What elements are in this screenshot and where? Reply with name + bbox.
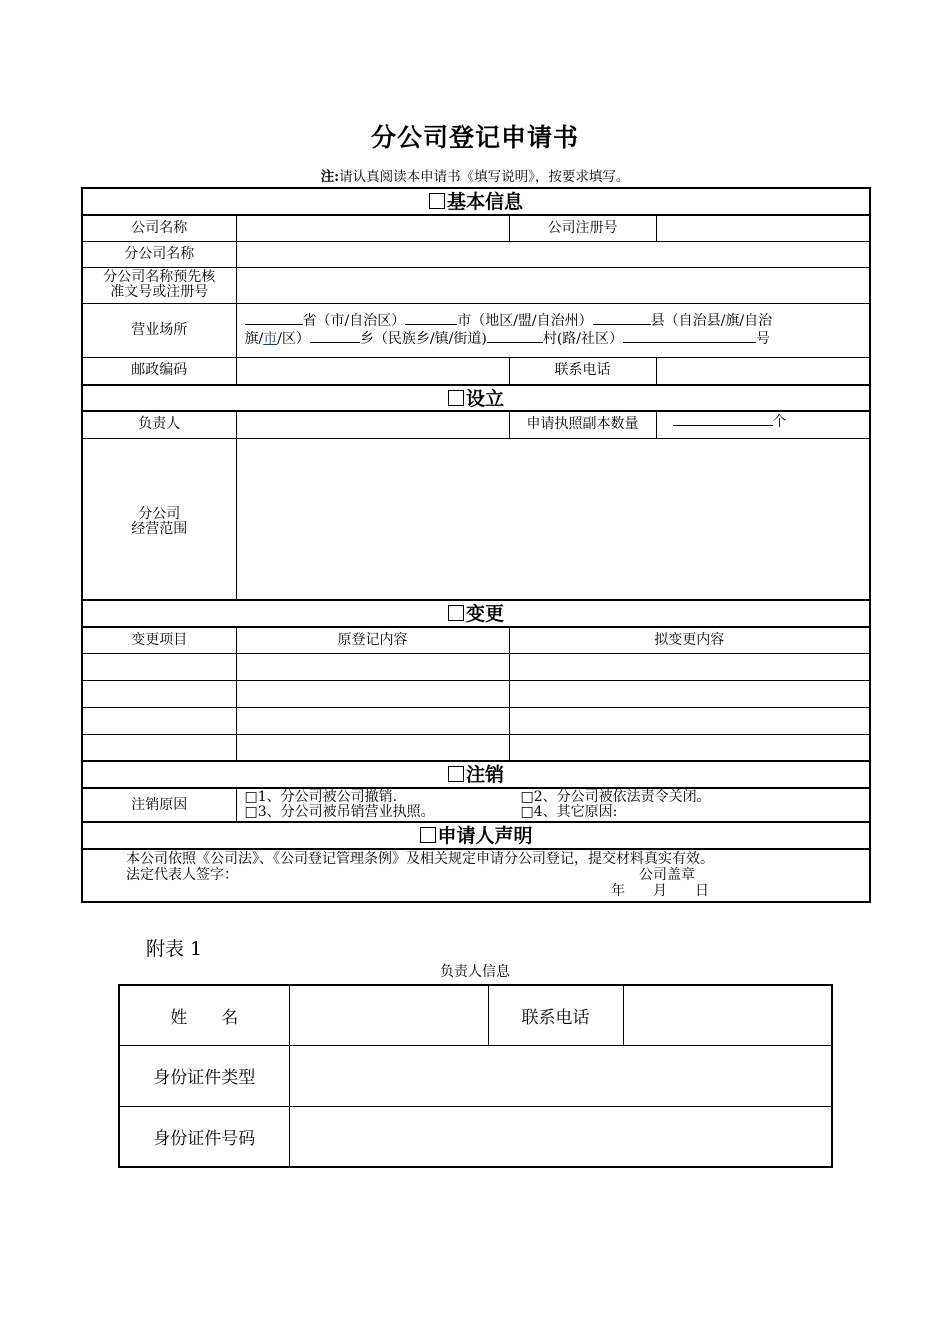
city-blank[interactable]	[405, 312, 457, 325]
address-county: 县（自治县/旗/自治	[650, 313, 773, 329]
appendix-caption: 负责人信息	[440, 964, 510, 980]
branch-name-label: 分公司名称	[82, 241, 236, 267]
section-establish	[82, 385, 870, 411]
id-type-label: 身份证件类型	[119, 1045, 289, 1106]
business-scope-field[interactable]	[236, 438, 870, 600]
id-number-field[interactable]	[289, 1106, 832, 1167]
checkbox-establish[interactable]	[448, 390, 464, 406]
checkbox-basic-info[interactable]	[429, 193, 445, 209]
original-content-cell[interactable]	[236, 680, 509, 707]
name-field[interactable]	[289, 985, 488, 1045]
section-cancel-label: 注销	[466, 764, 505, 786]
proposed-content-cell[interactable]	[509, 707, 870, 734]
business-scope-label	[82, 438, 236, 600]
change-item-header: 变更项目	[82, 627, 236, 653]
phone-field[interactable]	[656, 357, 870, 385]
scope-line2: 经营范围	[131, 520, 188, 537]
section-change-label: 变更	[466, 603, 505, 625]
appendix-phone-label: 联系电话	[488, 985, 623, 1045]
proposed-content-cell[interactable]	[509, 680, 870, 707]
license-copies-label: 申请执照副本数量	[509, 411, 656, 438]
section-cancel	[82, 761, 870, 788]
legal-rep-signature-label: 法定代表人签字：	[126, 867, 238, 883]
proposed-content-cell[interactable]	[509, 653, 870, 680]
address-banner-city-link[interactable]: 市	[263, 331, 278, 347]
pre-approval-line1: 分公司名称预先核	[103, 269, 216, 285]
company-reg-no-label: 公司注册号	[509, 215, 656, 241]
address-number: 号	[756, 331, 771, 347]
proposed-content-cell[interactable]	[509, 734, 870, 761]
cancel-option-3[interactable]: □3、分公司被吊销营业执照。	[244, 804, 435, 820]
table-row	[82, 734, 870, 761]
declaration-date: 年 月 日	[611, 883, 709, 899]
address-township: 乡（民族乡/镇/街道)	[359, 331, 487, 347]
section-declaration	[82, 822, 870, 849]
appendix-phone-field[interactable]	[623, 985, 832, 1045]
id-type-field[interactable]	[289, 1045, 832, 1106]
section-change	[82, 600, 870, 627]
pre-approval-label	[82, 267, 236, 303]
section-establish-label: 设立	[466, 387, 505, 410]
declaration-statement: 本公司依照《公司法》、《公司登记管理条例》及相关规定申请分公司登记，提交材料真实有效。	[126, 851, 714, 867]
county-blank[interactable]	[593, 312, 651, 325]
cancel-reason-options	[236, 788, 870, 822]
appendix-title: 附表 1	[146, 938, 203, 960]
section-basic-info	[82, 188, 870, 215]
cancel-reason-label: 注销原因	[82, 788, 236, 822]
company-name-label: 公司名称	[82, 215, 236, 241]
page-title: 分公司登记申请书	[370, 123, 579, 152]
change-item-cell[interactable]	[82, 653, 236, 680]
proposed-content-header: 拟变更内容	[509, 627, 870, 653]
address-banner: 旗/	[244, 331, 264, 347]
company-reg-no-field[interactable]	[656, 215, 870, 241]
person-in-charge-label: 负责人	[82, 411, 236, 438]
checkbox-cancel[interactable]	[448, 766, 464, 782]
declaration-block	[82, 849, 870, 902]
application-form-table	[81, 187, 871, 903]
original-content-cell[interactable]	[236, 734, 509, 761]
checkbox-change[interactable]	[448, 605, 464, 621]
address-city: 市（地区/盟/自治州）	[457, 313, 593, 329]
company-name-field[interactable]	[236, 215, 509, 241]
village-blank[interactable]	[487, 330, 543, 343]
township-blank[interactable]	[310, 330, 360, 343]
original-content-header: 原登记内容	[236, 627, 509, 653]
cancel-option-2[interactable]: □2、分公司被依法责令关闭。	[520, 789, 711, 805]
table-row	[82, 680, 870, 707]
premises-label: 营业场所	[82, 303, 236, 357]
change-item-cell[interactable]	[82, 734, 236, 761]
premises-address-field[interactable]	[236, 303, 870, 357]
number-blank[interactable]	[623, 330, 756, 343]
checkbox-declaration[interactable]	[420, 827, 436, 843]
id-number-label: 身份证件号码	[119, 1106, 289, 1167]
company-seal-label: 公司盖章	[639, 867, 695, 883]
original-content-cell[interactable]	[236, 707, 509, 734]
note-text: 请认真阅读本申请书《填写说明》，按要求填写。	[339, 169, 630, 185]
copies-blank[interactable]	[673, 413, 773, 426]
pre-approval-field[interactable]	[236, 267, 870, 303]
phone-label: 联系电话	[509, 357, 656, 385]
note-prefix: 注:	[320, 169, 340, 185]
table-row	[82, 653, 870, 680]
name-label: 姓 名	[119, 985, 289, 1045]
address-village: 村(路/社区）	[542, 331, 624, 347]
cancel-option-4[interactable]: □4、其它原因:	[520, 804, 618, 820]
change-item-cell[interactable]	[82, 707, 236, 734]
province-blank[interactable]	[245, 312, 303, 325]
license-copies-field[interactable]	[656, 411, 870, 438]
scope-line1: 分公司	[138, 505, 181, 522]
cancel-option-1[interactable]: □1、分公司被公司撤销.	[244, 789, 398, 805]
person-in-charge-info-table	[118, 984, 833, 1168]
branch-name-field[interactable]	[236, 241, 870, 267]
section-declaration-label: 申请人声明	[437, 825, 533, 847]
form-note	[0, 165, 950, 185]
person-in-charge-field[interactable]	[236, 411, 509, 438]
pre-approval-line2: 准文号或注册号	[110, 284, 209, 300]
copies-unit: 个	[772, 414, 787, 430]
section-basic-label: 基本信息	[447, 191, 524, 213]
address-district: /区）	[277, 331, 310, 347]
change-item-cell[interactable]	[82, 680, 236, 707]
postal-code-field[interactable]	[236, 357, 509, 385]
original-content-cell[interactable]	[236, 653, 509, 680]
table-row	[82, 707, 870, 734]
postal-code-label: 邮政编码	[82, 357, 236, 385]
address-province: 省（市/自治区）	[302, 313, 406, 329]
